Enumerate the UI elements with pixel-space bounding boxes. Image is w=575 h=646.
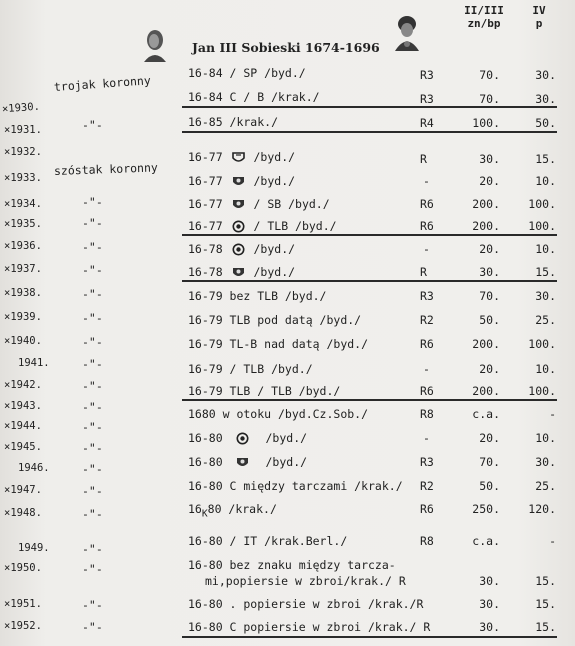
row-value-ii: 200. <box>472 337 500 351</box>
catalog-number: ×1948. <box>4 507 42 519</box>
row-value-iv: 120. <box>528 502 556 516</box>
ditto-mark: -"- <box>82 287 103 301</box>
row-desc: 16-79 / TLB /byd./ <box>188 362 313 376</box>
catalog-number: ×1931. <box>4 124 42 136</box>
row-desc: 16-79 TLB / TLB /byd./ <box>188 384 341 398</box>
ditto-mark: -"- <box>82 620 103 634</box>
row-value-iv: 25. <box>535 313 556 327</box>
catalog-number: ×1932. <box>4 146 42 158</box>
row-value-iv: 30. <box>535 289 556 303</box>
row-rarity: R8 <box>420 407 434 421</box>
ditto-mark: -"- <box>82 420 103 434</box>
ditto-mark: -"- <box>82 598 103 612</box>
row-desc: 16-80 / IT /krak.Berl./ <box>188 534 348 548</box>
row-rarity: R3 <box>420 289 434 303</box>
ditto-mark: -"- <box>82 441 103 455</box>
row-value-iv: 15. <box>535 597 556 611</box>
row-rarity: R8 <box>420 534 434 548</box>
row-value-iv: 50. <box>535 116 556 130</box>
row-value-iv: 10. <box>535 242 556 256</box>
wreath-icon <box>232 243 245 256</box>
catalog-number: ×1945. <box>4 441 42 453</box>
row-desc-date: 16-78 <box>188 265 223 279</box>
row-value-ii: 30. <box>479 265 500 279</box>
row-desc <box>188 150 295 164</box>
row-value-ii: 200. <box>472 219 500 233</box>
ditto-mark: -"- <box>82 562 103 576</box>
row-desc: 16-79 TL-B nad datą /byd./ <box>188 337 369 351</box>
ditto-mark: -"- <box>82 379 103 393</box>
wreath-icon <box>236 432 249 445</box>
catalog-number: ×1935. <box>4 218 42 230</box>
row-desc: 1680 w otoku /byd.Cz.Sob./ <box>188 407 369 421</box>
row-desc: 16-84 / SP /byd./ <box>188 66 306 80</box>
row-value-ii: 50. <box>479 313 500 327</box>
row-desc: 16-80 C popiersie w zbroi /krak./ R <box>188 620 431 634</box>
catalog-number: ×1936. <box>4 240 42 252</box>
catalog-number: ×1950. <box>4 562 42 574</box>
ditto-mark: -"- <box>82 357 103 371</box>
catalog-number: ×1933. <box>4 172 42 184</box>
row-value-ii: c.a. <box>472 534 500 548</box>
row-value-iv: 100. <box>528 384 556 398</box>
ditto-mark: -"- <box>82 263 103 277</box>
row-desc: 16-85 /krak./ <box>188 115 279 129</box>
row-divider <box>182 131 557 133</box>
row-value-iv: 25. <box>535 479 556 493</box>
row-rarity: R4 <box>420 116 434 130</box>
catalog-number: ×1944. <box>4 420 42 432</box>
row-desc: 16-79 TLB pod datą /byd./ <box>188 313 362 327</box>
column-header-prices <box>458 4 510 30</box>
catalog-number: 1941. <box>18 357 50 369</box>
row-value-ii: 250. <box>472 502 500 516</box>
row-rarity: R <box>420 152 427 166</box>
row-desc: 16-84 C / B /krak./ <box>188 90 320 104</box>
ditto-mark: -"- <box>82 507 103 521</box>
row-value-ii: 30. <box>479 574 500 588</box>
row-desc <box>188 502 277 519</box>
row-rarity: - <box>423 174 430 188</box>
row-desc-mint: /byd./ <box>265 431 308 445</box>
catalog-number: ×1934. <box>4 198 42 210</box>
row-value-ii: 20. <box>479 431 500 445</box>
king-portrait-left-icon <box>140 26 170 64</box>
page-title: Jan III Sobieski 1674-1696 <box>192 40 380 55</box>
catalog-number: ×1939. <box>4 311 42 323</box>
row-rarity: R2 <box>420 479 434 493</box>
ditto-mark: -"- <box>82 484 103 498</box>
row-desc-date: 16-80 <box>188 455 223 469</box>
row-desc-date: 16-77 <box>188 150 223 164</box>
row-desc-mint: / TLB /byd./ <box>253 219 337 233</box>
shield-icon <box>232 266 245 279</box>
catalog-number: ×1947. <box>4 484 42 496</box>
coin-name-trojak: trojak koronny <box>53 73 152 94</box>
ditto-mark: -"- <box>82 542 103 556</box>
shield-icon <box>232 198 245 211</box>
column-header-iv-bottom: p <box>535 17 543 30</box>
catalog-number: ×1942. <box>4 379 42 391</box>
row-desc <box>188 219 337 233</box>
row-value-ii: 70. <box>479 455 500 469</box>
row-desc-mint: /byd./ <box>265 455 308 469</box>
column-header-iv-top: IV <box>532 4 546 17</box>
coin-name-szostak: szóstak koronny <box>53 160 159 178</box>
column-header-prices-top: II/III <box>464 4 504 17</box>
ditto-mark: -"- <box>82 462 103 476</box>
row-rarity: R2 <box>420 313 434 327</box>
column-header-iv <box>528 4 550 30</box>
row-value-iv: 100. <box>528 337 556 351</box>
row-value-iv: 100. <box>528 219 556 233</box>
catalog-number: ×1940. <box>4 335 42 347</box>
row-divider <box>182 399 557 401</box>
row-desc: 16-80 bez znaku między tarcza- <box>188 558 396 572</box>
row-divider <box>182 636 557 638</box>
row-desc-continued: mi,popiersie w zbroi/krak./ R <box>205 574 406 588</box>
column-header-prices-bottom: zn/bp <box>467 17 501 30</box>
ditto-mark: -"- <box>82 118 103 132</box>
row-value-iv: 15. <box>535 265 556 279</box>
row-value-ii: 50. <box>479 479 500 493</box>
row-value-ii: 70. <box>479 289 500 303</box>
catalog-number: ×1937. <box>4 263 42 275</box>
ditto-mark: -"- <box>82 216 103 230</box>
row-desc <box>188 455 307 469</box>
row-rarity: R3 <box>420 68 434 82</box>
row-rarity: - <box>423 362 430 376</box>
row-rarity: R6 <box>420 384 434 398</box>
catalog-number: ×1951. <box>4 598 42 610</box>
row-desc: 16-80 C między tarczami /krak./ <box>188 479 403 493</box>
row-desc <box>188 431 307 445</box>
row-desc: 16-79 bez TLB /byd./ <box>188 289 327 303</box>
row-rarity: R <box>420 265 427 279</box>
row-desc-date: 16-77 <box>188 197 223 211</box>
row-rarity: - <box>423 431 430 445</box>
ditto-mark: -"- <box>82 400 103 414</box>
row-desc-mint: /byd./ <box>253 265 296 279</box>
row-value-ii: 200. <box>472 384 500 398</box>
row-divider <box>182 106 557 108</box>
row-value-ii: 20. <box>479 242 500 256</box>
catalog-number: ×1943. <box>4 400 42 412</box>
ditto-mark: -"- <box>82 311 103 325</box>
row-value-iv: 15. <box>535 574 556 588</box>
row-rarity: R6 <box>420 219 434 233</box>
row-rarity: R6 <box>420 197 434 211</box>
row-desc <box>188 174 295 188</box>
row-value-ii: 70. <box>479 92 500 106</box>
row-desc-date: 16-80 <box>188 431 223 445</box>
row-value-ii: 70. <box>479 68 500 82</box>
ditto-mark: -"- <box>82 335 103 349</box>
row-rarity: - <box>423 242 430 256</box>
row-desc-date: 16-78 <box>188 242 223 256</box>
row-value-ii: 200. <box>472 197 500 211</box>
row-divider <box>182 280 557 282</box>
catalog-number: ×1952. <box>4 620 42 632</box>
row-value-iv: 10. <box>535 362 556 376</box>
row-value-iv: 100. <box>528 197 556 211</box>
shield-crest-icon <box>232 151 245 164</box>
row-desc <box>188 242 295 256</box>
row-rarity: R3 <box>420 455 434 469</box>
row-desc-mint: /byd./ <box>253 174 296 188</box>
catalog-number: 1946. <box>18 462 50 474</box>
row-rarity: R3 <box>420 92 434 106</box>
row-desc-mint: /byd./ <box>253 150 296 164</box>
row-rarity: R6 <box>420 502 434 516</box>
row-value-iv: 10. <box>535 431 556 445</box>
row-desc-mint: /byd./ <box>253 242 296 256</box>
row-value-ii: 30. <box>479 620 500 634</box>
row-desc <box>188 197 330 211</box>
row-desc-date: 16-77 <box>188 174 223 188</box>
row-value-iv: 30. <box>535 455 556 469</box>
row-value-ii: c.a. <box>472 407 500 421</box>
row-value-ii: 20. <box>479 174 500 188</box>
row-desc-mint: / SB /byd./ <box>253 197 330 211</box>
row-value-ii: 100. <box>472 116 500 130</box>
row-value-iv: 15. <box>535 152 556 166</box>
catalog-number: ×1930. <box>1 100 41 116</box>
row-value-iv: 15. <box>535 620 556 634</box>
shield-icon <box>236 456 249 469</box>
row-value-ii: 30. <box>479 597 500 611</box>
ditto-mark: -"- <box>82 240 103 254</box>
row-desc-date: 16-77 <box>188 219 223 233</box>
row-value-iv: 30. <box>535 68 556 82</box>
row-desc-mark: K <box>201 508 208 520</box>
row-value-iv: 30. <box>535 92 556 106</box>
wreath-icon <box>232 220 245 233</box>
row-divider <box>182 234 557 236</box>
catalog-number: ×1938. <box>4 287 42 299</box>
row-desc-mint: 80 /krak./ <box>207 502 277 516</box>
row-desc-date: 16 <box>188 502 202 516</box>
row-value-iv: - <box>549 534 556 548</box>
row-rarity: R6 <box>420 337 434 351</box>
row-value-iv: 10. <box>535 174 556 188</box>
row-value-ii: 20. <box>479 362 500 376</box>
king-portrait-right-icon <box>392 14 422 52</box>
ditto-mark: -"- <box>82 195 103 209</box>
row-value-iv: - <box>549 407 556 421</box>
shield-icon <box>232 175 245 188</box>
row-value-ii: 30. <box>479 152 500 166</box>
row-desc <box>188 265 295 279</box>
row-desc: 16-80 . popiersie w zbroi /krak./R <box>188 597 424 611</box>
catalog-number: 1949. <box>18 542 50 554</box>
